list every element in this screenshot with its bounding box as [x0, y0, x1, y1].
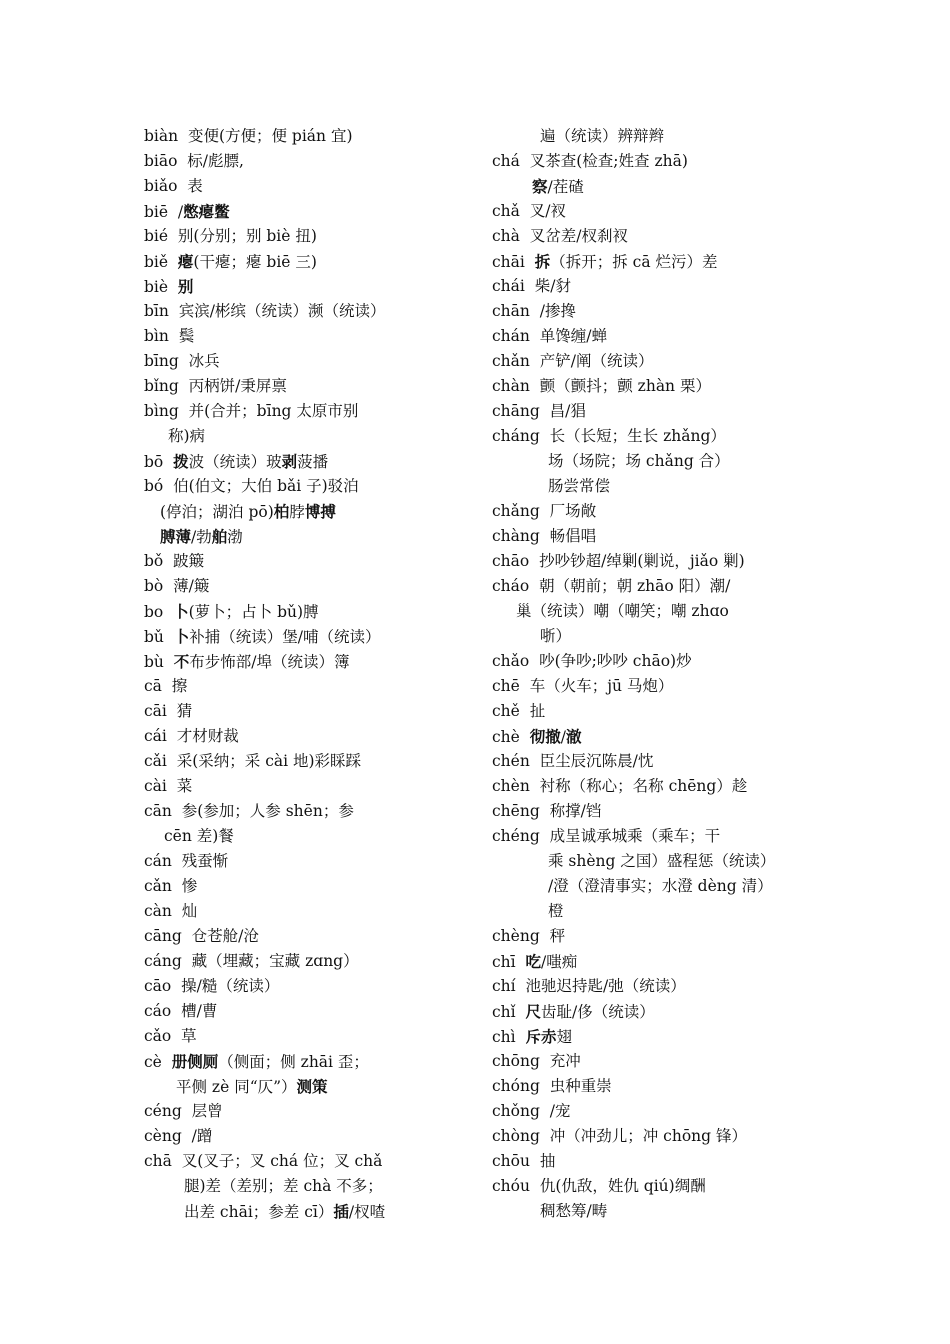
entry-text: chǐ — [492, 1003, 526, 1021]
dictionary-line — [144, 799, 474, 824]
entry-text: bō — [144, 453, 174, 471]
bold-text: 彻撤 — [529, 727, 561, 746]
bold-text: 尺 — [525, 1002, 541, 1021]
entry-text: chāo 抄吵钞超/绰剿(剿说，jiǎo 剿) — [492, 552, 745, 570]
entry-text: chāng 昌/猖 — [492, 402, 586, 420]
dictionary-line — [144, 574, 474, 599]
dictionary-line — [144, 399, 474, 424]
entry-text: bǐng 丙柄饼/秉屏禀 — [144, 377, 287, 395]
entry-text: cēn 差)餐 — [164, 827, 234, 845]
bold-text: 舶 — [211, 527, 228, 546]
entry-text: chǎn 产铲/阐（统读） — [492, 352, 654, 370]
entry-text: chàng 畅倡唱 — [492, 527, 597, 545]
entry-text: chē 车（火车；jū 马炮） — [492, 677, 674, 695]
dictionary-line — [492, 899, 822, 924]
entry-text: cāo 操/糙（统读） — [144, 977, 280, 995]
dictionary-line — [492, 424, 822, 449]
dictionary-line — [144, 624, 474, 649]
entry-text: bìn 鬓 — [144, 327, 195, 345]
dictionary-line — [144, 549, 474, 574]
dictionary-line — [144, 1024, 474, 1049]
dictionary-line — [492, 324, 822, 349]
entry-text: biè — [144, 278, 178, 296]
entry-text: bīng 冰兵 — [144, 352, 220, 370]
bold-text: 插 — [333, 1202, 349, 1221]
dictionary-line — [144, 849, 474, 874]
dictionary-line — [492, 624, 822, 649]
bold-text: 膊薄 — [160, 527, 192, 546]
dictionary-line — [144, 924, 474, 949]
dictionary-line — [492, 474, 822, 499]
entry-text: chòng 冲（冲劲儿；冲 chōng 锋） — [492, 1127, 748, 1145]
dictionary-line — [144, 899, 474, 924]
dictionary-line — [144, 1049, 474, 1074]
bold-text: 博搏 — [304, 502, 336, 521]
entry-text: 脖 — [289, 503, 305, 521]
dictionary-line — [492, 574, 822, 599]
dictionary-line — [144, 874, 474, 899]
dictionary-line — [492, 1199, 822, 1224]
dictionary-line — [144, 524, 474, 549]
entry-text: /澄（澄清事实；水澄 dèng 清） — [548, 877, 773, 895]
bold-text: 卜 — [173, 627, 190, 646]
entry-text: 乘 shèng 之国）盛程惩（统读） — [548, 852, 776, 870]
dictionary-line — [144, 649, 474, 674]
entry-text: cāi 猜 — [144, 702, 193, 720]
dictionary-line — [492, 249, 822, 274]
entry-text: chān /掺搀 — [492, 302, 576, 320]
dictionary-line — [492, 1049, 822, 1074]
entry-text: 场（场院；场 chǎng 合） — [548, 452, 730, 470]
dictionary-line — [492, 124, 822, 149]
right-column — [492, 124, 822, 1224]
entry-text: cán 残蚕惭 — [144, 852, 229, 870]
entry-text: chái 柴/豺 — [492, 277, 571, 295]
entry-text: cài 菜 — [144, 777, 193, 795]
dictionary-line — [492, 524, 822, 549]
dictionary-line — [144, 374, 474, 399]
entry-text: biǎo 表 — [144, 177, 203, 195]
entry-text: chǎng 厂场敞 — [492, 502, 597, 520]
entry-text: chī — [492, 953, 526, 971]
dictionary-line — [492, 774, 822, 799]
entry-text: chōng 充冲 — [492, 1052, 581, 1070]
entry-text: bǒ 跛簸 — [144, 552, 205, 570]
entry-text: bié 别(分别；别 biè 扭) — [144, 227, 317, 245]
entry-text: （侧面；侧 zhāi 歪； — [218, 1053, 369, 1071]
entry-text: bǔ — [144, 628, 174, 646]
entry-text: chǒng /宠 — [492, 1102, 571, 1120]
entry-text: chán 单馋缠/蝉 — [492, 327, 607, 345]
dictionary-line — [144, 1149, 474, 1174]
dictionary-line — [492, 649, 822, 674]
entry-text: /茬碴 — [547, 178, 584, 196]
dictionary-line — [492, 1074, 822, 1099]
dictionary-line — [144, 149, 474, 174]
entry-text: bó 伯(伯文；大伯 bǎi 子)驳泊 — [144, 477, 359, 495]
dictionary-line — [492, 874, 822, 899]
entry-text: /勃 — [191, 528, 212, 546]
dictionary-line — [492, 1124, 822, 1149]
entry-text: bìng 并(合并；bīng 太原市别 — [144, 402, 359, 420]
dictionary-line — [144, 699, 474, 724]
dictionary-line — [492, 549, 822, 574]
entry-text: chà 叉岔差/杈刹衩 — [492, 227, 628, 245]
bold-text: 剥 — [281, 452, 298, 471]
dictionary-line — [144, 1124, 474, 1149]
dictionary-line — [492, 174, 822, 199]
entry-text: 翅 — [556, 1028, 573, 1046]
entry-text: chàn 颤（颤抖；颤 zhàn 栗） — [492, 377, 711, 395]
entry-text: 波（统读）玻 — [188, 453, 282, 471]
dictionary-line — [492, 924, 822, 949]
entry-text: 稠愁筹/畴 — [540, 1202, 608, 1220]
dictionary-line — [144, 674, 474, 699]
entry-text: chèn 衬称（称心；名称 chēng）趁 — [492, 777, 748, 795]
dictionary-line — [492, 599, 822, 624]
dictionary-line — [492, 449, 822, 474]
dictionary-line — [144, 199, 474, 224]
entry-text: cǎo 草 — [144, 1027, 197, 1045]
dictionary-line — [492, 199, 822, 224]
dictionary-line — [144, 349, 474, 374]
entry-text: /嗤痴 — [541, 953, 578, 971]
entry-text: cǎn 惨 — [144, 877, 198, 895]
entry-text: bo — [144, 603, 174, 621]
dictionary-line — [144, 124, 474, 149]
entry-text: cèng /蹭 — [144, 1127, 213, 1145]
bold-text: 册侧厕 — [171, 1052, 219, 1071]
entry-text: （拆开；拆 cā 烂污）差 — [550, 253, 718, 271]
entry-text: chǎ 叉/衩 — [492, 202, 566, 220]
entry-text: cái 才材财裁 — [144, 727, 239, 745]
bold-text: 测策 — [296, 1077, 328, 1096]
entry-text: cháo 朝（朝前；朝 zhāo 阳）潮/ — [492, 577, 731, 595]
entry-text: biàn 变便(方便；便 pián 宜) — [144, 127, 353, 145]
dictionary-line — [144, 424, 474, 449]
dictionary-line — [492, 399, 822, 424]
bold-text: 拨 — [173, 452, 189, 471]
entry-text: càn 灿 — [144, 902, 198, 920]
bold-text: 别 — [177, 277, 194, 296]
dictionary-line — [492, 149, 822, 174]
entry-text: cháng 长（长短；生长 zhǎng） — [492, 427, 726, 445]
entry-text: biě — [144, 253, 178, 271]
bold-text: 察 — [532, 177, 548, 196]
dictionary-line — [144, 324, 474, 349]
dictionary-line — [492, 1149, 822, 1174]
entry-text: 渤 — [227, 528, 243, 546]
entry-text: cáng 藏（埋藏；宝藏 zɑng） — [144, 952, 359, 970]
entry-text: chè — [492, 728, 530, 746]
bold-text: 柏 — [273, 502, 290, 521]
entry-text: bù — [144, 653, 174, 671]
dictionary-line — [144, 224, 474, 249]
entry-text: bīn 宾滨/彬缤（统读）濒（统读） — [144, 302, 386, 320]
entry-text: cān 参(参加；人参 shēn；参 — [144, 802, 354, 820]
entry-text: chóu 仇(仇敌，姓仇 qiú)绸酬 — [492, 1177, 706, 1195]
entry-text: (停泊；湖泊 pō) — [160, 503, 274, 521]
entry-text: cǎi 采(采纳；采 cài 地)彩睬踩 — [144, 752, 362, 770]
dictionary-line — [492, 749, 822, 774]
entry-text: /杈喳 — [348, 1203, 386, 1221]
left-column — [144, 124, 474, 1224]
entry-text: (萝卜；占卜 bǔ)膊 — [188, 603, 319, 621]
bold-text: 吃 — [525, 952, 541, 971]
dictionary-line — [492, 699, 822, 724]
dictionary-line — [144, 599, 474, 624]
bold-text: 斥赤 — [525, 1027, 557, 1046]
dictionary-line — [144, 449, 474, 474]
dictionary-line — [492, 849, 822, 874]
entry-text: cā 擦 — [144, 677, 188, 695]
entry-text: chōu 抽 — [492, 1152, 556, 1170]
dictionary-line — [144, 1199, 474, 1224]
entry-text: 平侧 zè 同“仄”） — [176, 1078, 297, 1096]
entry-text: 橙 — [548, 902, 564, 920]
dictionary-line — [144, 1099, 474, 1124]
dictionary-line — [144, 749, 474, 774]
entry-text: chāi — [492, 253, 535, 271]
entry-text: / — [560, 728, 566, 746]
entry-text: bò 薄/簸 — [144, 577, 210, 595]
entry-text: chě 扯 — [492, 702, 546, 720]
entry-text: céng 层曾 — [144, 1102, 223, 1120]
dictionary-line — [144, 499, 474, 524]
dictionary-line — [492, 724, 822, 749]
entry-text: 遍（统读）辨辩辫 — [540, 127, 665, 145]
entry-text: 出差 chāi；参差 cī） — [184, 1203, 334, 1221]
bold-text: 不 — [173, 652, 190, 671]
dictionary-line — [144, 774, 474, 799]
dictionary-line — [144, 999, 474, 1024]
entry-text: chóng 虫种重崇 — [492, 1077, 612, 1095]
dictionary-line — [144, 974, 474, 999]
entry-text: 腿)差（差别；差 chà 不多； — [184, 1177, 383, 1195]
entry-text: (干瘪；瘪 biē 三) — [193, 253, 317, 271]
entry-text: 齿耻/侈（统读） — [541, 1003, 655, 1021]
entry-text: biē / — [144, 203, 184, 221]
bold-text: 卜 — [173, 602, 189, 621]
dictionary-line — [492, 299, 822, 324]
dictionary-line — [144, 174, 474, 199]
entry-text: chì — [492, 1028, 526, 1046]
entry-text: chén 臣尘辰沉陈晨/忱 — [492, 752, 654, 770]
entry-text: chéng 成呈诚承城乘（乘车；干 — [492, 827, 721, 845]
dictionary-line — [492, 1024, 822, 1049]
bold-text: 憋瘪鳖 — [183, 202, 230, 221]
dictionary-line — [492, 674, 822, 699]
dictionary-line — [492, 499, 822, 524]
dictionary-line — [144, 1174, 474, 1199]
entry-text: cāng 仓苍舱/沧 — [144, 927, 259, 945]
entry-text: chēng 称撑/铛 — [492, 802, 602, 820]
dictionary-line — [144, 249, 474, 274]
dictionary-line — [492, 799, 822, 824]
dictionary-line — [492, 374, 822, 399]
entry-text: 哳） — [540, 627, 572, 645]
bold-text: 澈 — [565, 727, 582, 746]
dictionary-line — [144, 724, 474, 749]
bold-text: 瘪 — [177, 252, 194, 271]
dictionary-line — [492, 1099, 822, 1124]
entry-text: 布步怖部/埠（统读）簿 — [189, 653, 350, 671]
dictionary-line — [144, 1074, 474, 1099]
entry-text: chǎo 吵(争吵;吵吵 chāo)炒 — [492, 652, 692, 670]
entry-text: chèng 秤 — [492, 927, 566, 945]
dictionary-line — [492, 949, 822, 974]
entry-text: chá 叉茶查(检查;姓查 zhā) — [492, 152, 688, 170]
dictionary-line — [144, 474, 474, 499]
entry-text: 称)病 — [168, 427, 206, 445]
entry-text: cáo 槽/曹 — [144, 1002, 218, 1020]
entry-text: chā 叉(叉子；叉 chá 位；叉 chǎ — [144, 1152, 383, 1170]
dictionary-line — [492, 1174, 822, 1199]
dictionary-line — [492, 974, 822, 999]
dictionary-line — [492, 824, 822, 849]
entry-text: 补捕（统读）堡/哺（统读） — [189, 628, 381, 646]
entry-text: cè — [144, 1053, 172, 1071]
dictionary-line — [144, 274, 474, 299]
entry-text: 巢（统读）嘲（嘲笑；嘲 zhɑo — [516, 602, 729, 620]
bold-text: 拆 — [534, 252, 551, 271]
dictionary-line — [144, 824, 474, 849]
entry-text: biāo 标/彪膘, — [144, 152, 244, 170]
dictionary-line — [492, 349, 822, 374]
dictionary-line — [144, 949, 474, 974]
entry-text: 肠尝常偿 — [548, 477, 611, 495]
dictionary-line — [492, 224, 822, 249]
entry-text: 菠播 — [297, 453, 329, 471]
dictionary-line — [144, 299, 474, 324]
dictionary-line — [492, 999, 822, 1024]
entry-text: chí 池驰迟持匙/弛（统读） — [492, 977, 686, 995]
dictionary-line — [492, 274, 822, 299]
